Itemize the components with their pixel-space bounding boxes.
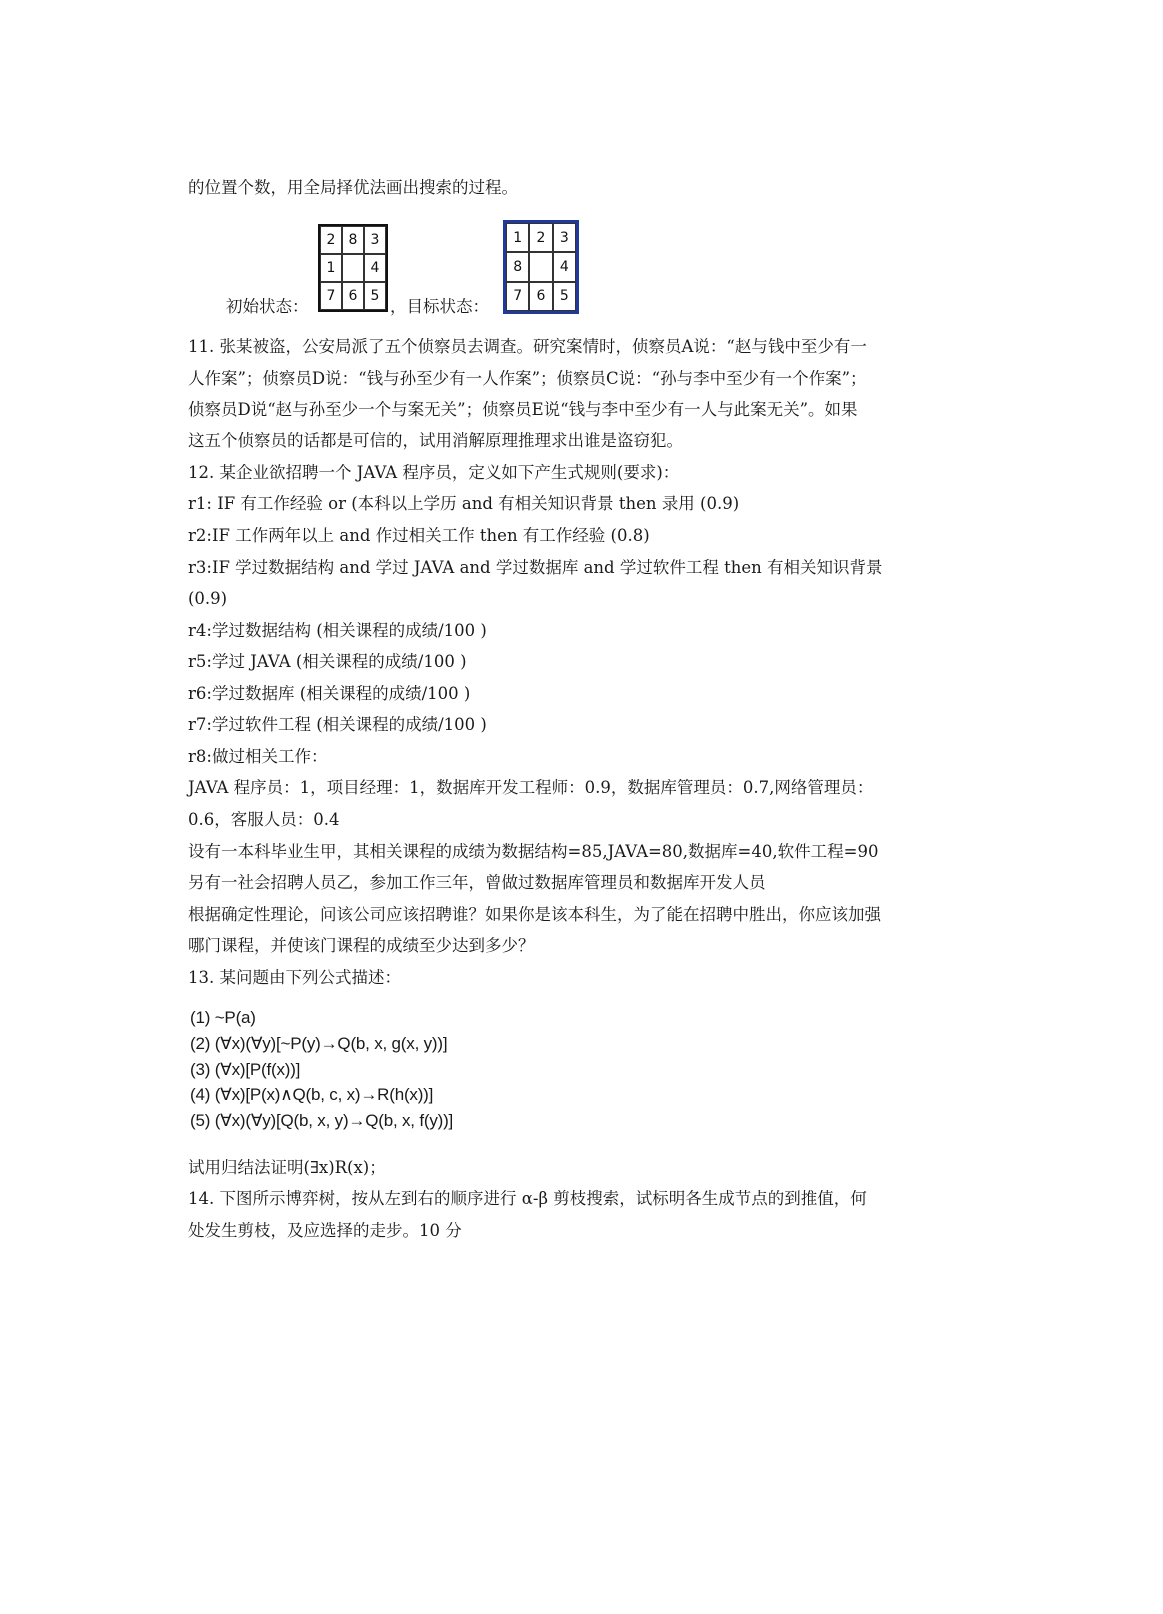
- formula: (2) (∀x)(∀y)[~P(y)→Q(b, x, g(x, y))]: [190, 1034, 448, 1053]
- text-line: 哪门课程，并使该门课程的成绩至少达到多少？: [188, 936, 535, 955]
- text-line: r6:学过数据库 (相关课程的成绩/100 ): [188, 684, 471, 703]
- text-line: 试用归结法证明(∃x)R(x)；: [188, 1158, 386, 1177]
- grid-cell: 6: [529, 282, 552, 311]
- text-line: 根据确定性理论，问该公司应该招聘谁？如果你是该本科生，为了能在招聘中胜出，你应该加强: [188, 905, 881, 924]
- text-line: r8:做过相关工作：: [188, 747, 328, 766]
- formula: (3) (∀x)[P(f(x))]: [190, 1060, 301, 1079]
- text-line: r2:IF 工作两年以上 and 作过相关工作 then 有工作经验 (0.8): [188, 526, 650, 545]
- grid-cell: 3: [364, 226, 386, 254]
- grid-cell: 8: [506, 252, 529, 281]
- grid-cell: [529, 252, 552, 281]
- grid-cell: 5: [364, 282, 386, 310]
- text-line: r4:学过数据结构 (相关课程的成绩/100 ): [188, 621, 487, 640]
- text-line: r7:学过软件工程 (相关课程的成绩/100 ): [188, 715, 487, 734]
- text-line: 11. 张某被盗，公安局派了五个侦察员去调查。研究案情时，侦察员A说：“赵与钱中至少有一: [188, 337, 867, 356]
- grid-cell: 5: [553, 282, 576, 311]
- text-line: JAVA 程序员：1，项目经理：1，数据库开发工程师：0.9，数据库管理员：0.7,网络管理员：: [188, 778, 874, 797]
- text-line: 另有一社会招聘人员乙，参加工作三年，曾做过数据库管理员和数据库开发人员: [188, 873, 766, 892]
- grid-cell: 8: [342, 226, 364, 254]
- grid-cell: 2: [320, 226, 342, 254]
- text-line: 14. 下图所示博弈树，按从左到右的顺序进行 α-β 剪枝搜索，试标明各生成节点的到推值，何: [188, 1189, 867, 1208]
- formula: (5) (∀x)(∀y)[Q(b, x, y)→Q(b, x, f(y))]: [190, 1111, 454, 1130]
- grid-cell: 1: [506, 223, 529, 252]
- text-line: 12. 某企业欲招聘一个 JAVA 程序员，定义如下产生式规则(要求)：: [188, 463, 680, 482]
- initial-state-label: 初始状态：: [226, 297, 309, 316]
- grid-cell: [342, 254, 364, 282]
- grid-cell: 7: [320, 282, 342, 310]
- grid-cell: 6: [342, 282, 364, 310]
- text-line: 0.6，客服人员：0.4: [188, 810, 340, 829]
- text-line: r5:学过 JAVA (相关课程的成绩/100 ): [188, 652, 467, 671]
- formula: (4) (∀x)[P(x)∧Q(b, c, x)→R(h(x))]: [190, 1085, 434, 1104]
- text-line: r1: IF 有工作经验 or (本科以上学历 and 有相关知识背景 then 录用 (0.9): [188, 494, 740, 513]
- grid-cell: 3: [553, 223, 576, 252]
- grid-cell: 4: [364, 254, 386, 282]
- text-line: 这五个侦察员的话都是可信的，试用消解原理推理求出谁是盗窃犯。: [188, 431, 683, 450]
- text-line: 13. 某问题由下列公式描述：: [188, 968, 401, 987]
- grid-cell: 2: [529, 223, 552, 252]
- text-line: r3:IF 学过数据结构 and 学过 JAVA and 学过数据库 and 学过软件工程 then 有相关知识背景: [188, 558, 883, 577]
- grid-cell: 1: [320, 254, 342, 282]
- text-line: 设有一本科毕业生甲，其相关课程的成绩为数据结构=85,JAVA=80,数据库=40,软件工程=90: [188, 842, 879, 861]
- goal-state-label: ，目标状态：: [390, 297, 489, 316]
- initial-state-grid: [318, 224, 388, 312]
- grid-cell: 4: [553, 252, 576, 281]
- formula: (1) ~P(a): [190, 1008, 256, 1027]
- intro-line: 的位置个数，用全局择优法画出搜索的过程。: [188, 178, 518, 197]
- text-line: 侦察员D说“赵与孙至少一个与案无关”；侦察员E说“钱与李中至少有一人与此案无关”。如果: [188, 400, 858, 419]
- grid-cell: 7: [506, 282, 529, 311]
- text-line: 处发生剪枝，及应选择的走步。10 分: [188, 1221, 462, 1240]
- goal-state-grid: [503, 220, 579, 314]
- text-line: 人作案”；侦察员D说：“钱与孙至少有一人作案”；侦察员C说：“孙与李中至少有一个作案”；: [188, 369, 867, 388]
- text-line: (0.9): [188, 589, 228, 608]
